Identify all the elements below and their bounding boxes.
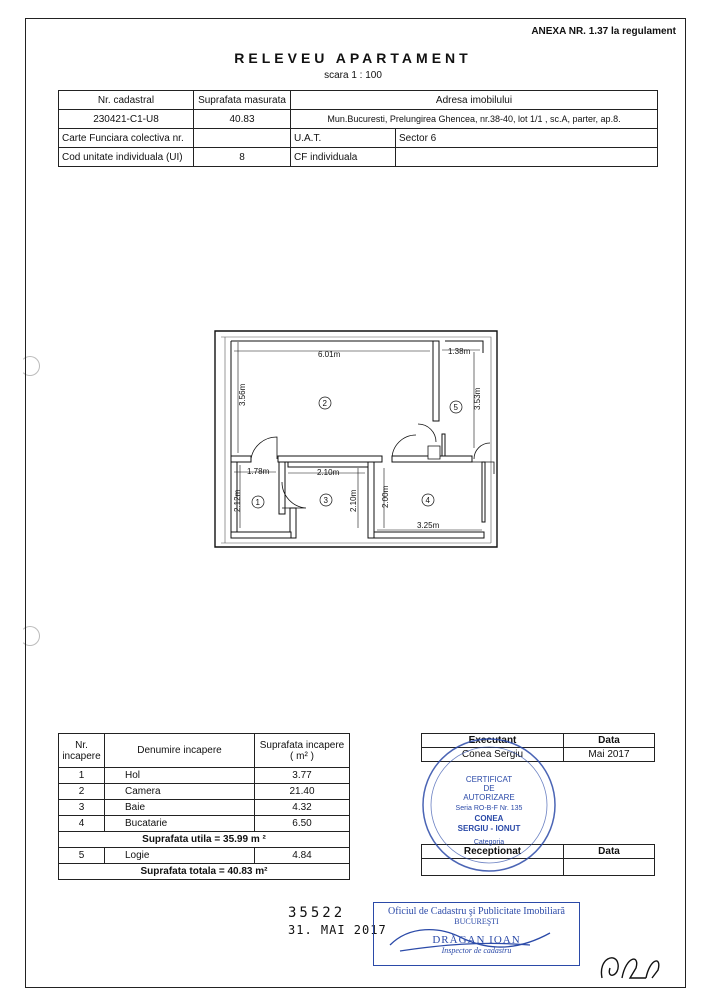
ocpi-city: BUCUREŞTI: [454, 917, 499, 926]
property-info-table: [58, 90, 658, 167]
table-row: [59, 148, 658, 167]
room-number: 3: [323, 496, 328, 505]
seal-line: Seria RO-B-F Nr. 135: [455, 805, 523, 812]
ocpi-inspector-name: DRĂGAN IOAN: [432, 934, 521, 946]
room-number: 4: [425, 496, 430, 505]
registration-number: 35522: [288, 905, 346, 921]
room-name: Camera: [105, 784, 255, 800]
header-adresa: Adresa imobilului: [291, 91, 658, 110]
table-row: [59, 832, 350, 848]
seal-line: CERTIFICAT: [465, 775, 513, 784]
executant-name: Conea Sergiu: [422, 748, 564, 762]
executant-header: Executant: [422, 734, 564, 748]
data-header: Data: [564, 734, 655, 748]
cf-individuala-value: [396, 148, 658, 167]
ocpi-inspector-role: Inspector de cadastru: [441, 946, 512, 955]
table-row: [59, 734, 350, 768]
room-name: Hol: [105, 768, 255, 784]
uat-label: U.A.T.: [291, 129, 396, 148]
floor-plan: [212, 328, 502, 550]
room-name: Baie: [105, 800, 255, 816]
receptionat-date: [564, 859, 655, 876]
room-number: 5: [453, 403, 458, 412]
room-area: 3.77: [255, 768, 350, 784]
table-row: [59, 816, 350, 832]
cod-ui-label: Cod unitate individuala (UI): [59, 148, 194, 167]
total-area: Suprafata totala = 40.83 m²: [59, 864, 350, 880]
dim-label: 3.25m: [417, 521, 440, 530]
annex-label: ANEXA NR. 1.37 la regulament: [531, 26, 676, 37]
inspector-signature: [380, 915, 570, 961]
dim-label: 2.00m: [381, 485, 390, 508]
suprafata-value: 40.83: [194, 110, 291, 129]
cod-ui-value: 8: [194, 148, 291, 167]
data-header-2: Data: [564, 845, 655, 859]
table-row: [59, 784, 350, 800]
table-row: [59, 110, 658, 129]
room-number: 1: [255, 498, 260, 507]
handwritten-page-mark: [596, 950, 666, 984]
room-nr: 4: [59, 816, 105, 832]
seal-line: AUTORIZARE: [463, 793, 515, 802]
uat-value: Sector 6: [396, 129, 658, 148]
table-row: [59, 800, 350, 816]
dim-label: 3.56m: [238, 383, 247, 406]
adresa-value: Mun.Bucuresti, Prelungirea Ghencea, nr.38-40, lot 1/1 , sc.A, parter, ap.8.: [291, 110, 658, 129]
header-denumire: Denumire incapere: [105, 734, 255, 768]
room-number: 2: [322, 399, 327, 408]
receptionat-header: Receptionat: [422, 845, 564, 859]
seal-line: Categoria: [473, 839, 505, 846]
room-name: Bucatarie: [105, 816, 255, 832]
dim-label: 6.01m: [318, 350, 341, 359]
room-area: 4.84: [255, 848, 350, 864]
cf-individuala-label: CF individuala: [291, 148, 396, 167]
table-row: [59, 864, 350, 880]
dim-label: 2.10m: [317, 468, 340, 477]
room-area: 6.50: [255, 816, 350, 832]
seal-line: DE: [483, 784, 495, 793]
table-row: [59, 768, 350, 784]
header-suprafata-incapere: Suprafata incapere ( m² ): [255, 734, 350, 768]
room-name: Logie: [105, 848, 255, 864]
ocpi-office: Oficiul de Cadastru şi Publicitate Imobiliară: [388, 906, 565, 917]
dim-label: 3.53m: [473, 387, 482, 410]
room-nr: 2: [59, 784, 105, 800]
room-nr: 1: [59, 768, 105, 784]
seal-line: SERGIU - IONUT: [457, 824, 521, 833]
scale-label: scara 1 : 100: [324, 70, 382, 81]
rooms-table: [58, 733, 350, 880]
carte-funciara-label: Carte Funciara colectiva nr.: [59, 129, 194, 148]
carte-funciara-value: [194, 129, 291, 148]
room-nr: 3: [59, 800, 105, 816]
room-nr: 5: [59, 848, 105, 864]
dim-label: 2.10m: [349, 489, 358, 512]
useful-area-total: Suprafata utila = 35.99 m ²: [59, 832, 350, 848]
executant-date: Mai 2017: [564, 748, 655, 762]
registration-date: 31. MAI 2017: [288, 923, 387, 937]
dim-label: 2.12m: [233, 489, 242, 512]
header-suprafata: Suprafata masurata: [194, 91, 291, 110]
dim-label: 1.78m: [247, 467, 270, 476]
page-title: RELEVEU APARTAMENT: [234, 50, 472, 66]
table-row: [59, 129, 658, 148]
header-nr-incapere: Nr. incapere: [59, 734, 105, 768]
authorization-seal: [416, 736, 562, 874]
registration-stamp: [288, 905, 387, 939]
room-area: 21.40: [255, 784, 350, 800]
room-area: 4.32: [255, 800, 350, 816]
table-row: [59, 848, 350, 864]
nr-cadastral-value: 230421-C1-U8: [59, 110, 194, 129]
seal-line: CONEA: [474, 814, 504, 823]
table-row: [59, 91, 658, 110]
dim-label: 1.38m: [448, 347, 471, 356]
header-nr-cadastral: Nr. cadastral: [59, 91, 194, 110]
